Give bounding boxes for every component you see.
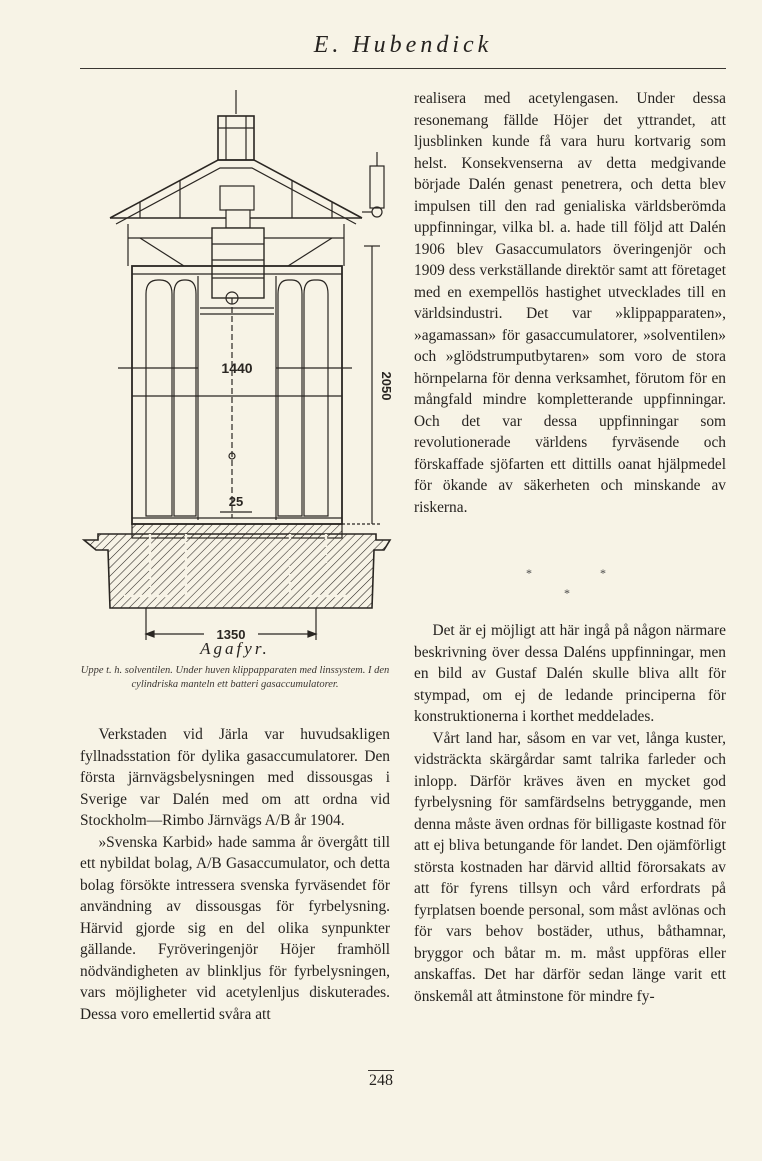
header-rule (80, 68, 726, 69)
lighthouse-drawing-svg (80, 88, 400, 648)
dim-base-label: 1350 (216, 627, 246, 642)
asterisk: * (600, 566, 606, 580)
asterisk: * (564, 586, 570, 600)
running-head: E. Hubendick (313, 32, 493, 58)
figure-title: Agafyr. (200, 639, 270, 658)
asterisk: * (526, 566, 532, 580)
paragraph: Vårt land har, såsom en var vet, långa kuster, vidsträckta skärgårdar samt talrika farleder och inlopp. Därför kräves även en mycket god fyrbelysning för samfärdselns betryggande, men denna måste även ordnas för billigaste kostnad för att ej bliva betungande för landet. Den ojämförligt största kostnaden har därvid alltid förorsakats av att för fyrens tillsyn och vård erfordrats på fyrplatsen boende personal, som måst avlönas och för vars behov bostäder, uthus, båthamnar, bryggor och båtar m. m. måst uppföras eller anskaffas. Det har därför sedan länge varit ett önskemål att åtminstone för mindre fy- (414, 729, 726, 1005)
dim-small-label: 25 (228, 494, 244, 509)
paragraph: Det är ej möjligt att här ingå på någon närmare beskrivning över dessa Daléns uppfinningar, men en bild av Gustaf Dalén skulle bliva allt för stympad, om ej de ledande principerna för konstruktionerna i korthet meddelades. (414, 622, 726, 725)
paragraph: »Svenska Karbid» hade samma år övergått till ett nybildat bolag, A/B Gasaccumulator, och detta bolag försökte intressera svenska fyrväsendet för användning av dissousgas för fyrbelysning. Härvid gjorde sig en del olika synpunkter gällande. Fyröveringenjör Höjer framhöll nödvändigheten av blinkljus för fyrbelysningen, vars möjligheter vid acetylenljus diskuterades. Dessa voro emellertid svåra att (80, 833, 390, 1023)
figure-caption: Uppe t. h. solventilen. Under huven klippapparaten med linssystem. I den cylindriska manteln ett batteri gasaccumulatorer. (80, 665, 390, 690)
dim-height-label: 2050 (379, 371, 394, 401)
dim-inner-label: 1440 (221, 360, 253, 376)
page-number: 248 (369, 1072, 393, 1089)
page-number-rule (368, 1070, 394, 1071)
right-column-bottom (414, 620, 726, 1007)
lighthouse-drawing (80, 88, 400, 648)
paragraph: Verkstaden vid Järla var huvudsakligen fyllnadsstation för dylika gasaccumulatorer. Den första järnvägsbelysningen med dissousgas i Sverige var Dalén med om att ordna vid Stockholm—Rimbo Järnvägs A/B år 1904. (80, 726, 390, 829)
paragraph: realisera med acetylengasen. Under dessa resonemang fällde Höjer det yttrandet, att ljusblinken kunde få vara huru kortvarig som helst. Konsekvenserna av detta medgivande började Dalén genast penetrera, och detta blev impulsen till den rad genialiska världsberömda uppfinningar, vilka bl. a. hade till följd att Dalén 1906 blev Gasaccumulators överingenjör och 1909 dess verkställande direktör samt att företaget med en exempellös hastighet utvecklades till en världsindustri. Det var »klippapparaten», »agamassan» för gasaccumulatorer, »solventilen» och »glödstrumputbytaren» som voro de stora hörnpelarna för denna verksamhet, förutom för en mångfald mindre kompletterande uppfinningar. Och det var dessa uppfinningar som revolutionerade världens fyrväsende och förskaffade sjöfarten ett dittills oanat hjälpmedel för ökande av säkerheten och minskande av riskerna. (414, 90, 726, 516)
right-column-top (414, 88, 726, 518)
left-column (80, 724, 390, 1025)
